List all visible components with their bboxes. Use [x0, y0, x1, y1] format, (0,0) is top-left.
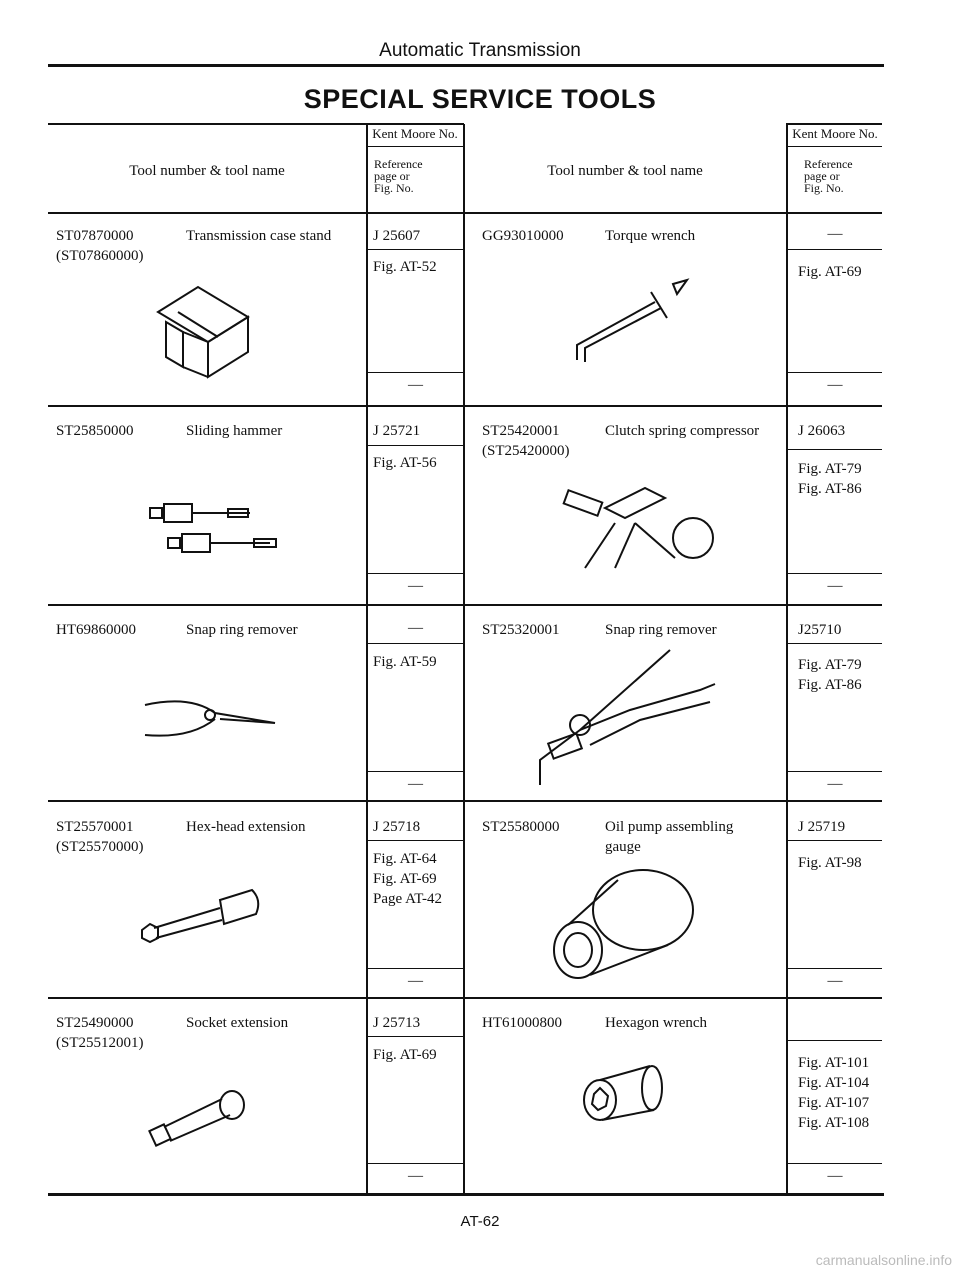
tool-number: ST25320001 [482, 622, 560, 638]
snap-ring-remover-icon [520, 650, 720, 790]
kent-moore-header-right: Kent Moore No. [792, 126, 878, 141]
kent-moore-number: J25710 [798, 622, 842, 638]
km-rule [788, 1040, 882, 1041]
tool-number: HT61000800 [482, 1015, 562, 1031]
tool-name: Hexagon wrench [605, 1015, 708, 1031]
bottom-dash: — [408, 776, 423, 792]
bottom-dash: — [827, 776, 843, 792]
km-head-rule-left [368, 146, 463, 147]
kent-moore-number: J 25718 [373, 819, 421, 835]
tool-number: ST25570001 [56, 819, 134, 835]
kent-moore-number: — [827, 226, 843, 242]
bottom-dash: — [827, 578, 843, 594]
km-rule [788, 840, 882, 841]
tool-alt-number: (ST25420000) [482, 443, 570, 459]
reference: Fig. AT-64 [373, 851, 437, 867]
case-stand-icon [138, 282, 258, 382]
reference: Fig. AT-52 [373, 259, 437, 275]
watermark: carmanualsonline.info [815, 1252, 952, 1268]
oil-pump-gauge-icon [548, 865, 698, 985]
tool-number: ST07870000 [56, 228, 134, 244]
page-number: AT-62 [460, 1213, 500, 1230]
header-bottom-rule [48, 212, 882, 214]
hexagon-wrench-icon [580, 1060, 670, 1130]
left-km-divider [366, 124, 368, 1194]
tool-alt-number: (ST25570000) [56, 839, 144, 855]
km-rule [368, 249, 463, 250]
tool-name: Clutch spring compressor [605, 423, 760, 439]
tool-number: HT69860000 [56, 622, 136, 638]
km-rule [368, 643, 463, 644]
reference: Fig. AT-98 [798, 855, 862, 871]
table-top-rule-left [48, 123, 464, 125]
tool-header-right: Tool number & tool name [547, 163, 703, 179]
page-title: SPECIAL SERVICE TOOLS [303, 84, 657, 114]
km-rule [788, 968, 882, 969]
km-rule [788, 449, 882, 450]
header-rule [48, 64, 884, 67]
reference: Fig. AT-107 [798, 1095, 870, 1111]
reference: Fig. AT-69 [373, 1047, 437, 1063]
tool-number: ST25420001 [482, 423, 560, 439]
torque-wrench-icon [565, 280, 685, 370]
kent-moore-number: J 25719 [798, 819, 846, 835]
reference-header-right: Reference page or Fig. No. [804, 157, 853, 195]
sliding-hammer-icon [150, 500, 290, 560]
reference-header-left: Reference page or Fig. No. [374, 157, 423, 195]
tool-name: Snap ring remover [605, 622, 717, 638]
bottom-dash: — [827, 1168, 843, 1184]
bottom-dash: — [408, 578, 423, 594]
km-rule [788, 771, 882, 772]
snap-ring-pliers-icon [140, 695, 280, 745]
kent-moore-number: J 25721 [373, 423, 421, 439]
bottom-dash: — [408, 973, 423, 989]
km-head-rule-right [788, 146, 882, 147]
km-rule [788, 1163, 882, 1164]
reference: Fig. AT-56 [373, 455, 437, 471]
reference: Fig. AT-108 [798, 1115, 870, 1131]
right-km-divider [786, 124, 788, 1194]
tool-number: ST25850000 [56, 423, 134, 439]
table-top-rule-right [786, 123, 882, 125]
reference: Fig. AT-59 [373, 654, 437, 670]
kent-moore-number: J 26063 [798, 423, 846, 439]
reference: Fig. AT-69 [798, 264, 862, 280]
bottom-dash: — [827, 377, 843, 393]
tool-name: Sliding hammer [186, 423, 283, 439]
tool-number: ST25490000 [56, 1015, 134, 1031]
km-rule [788, 573, 882, 574]
bottom-dash: — [408, 377, 423, 393]
tool-alt-number: (ST07860000) [56, 248, 144, 264]
tool-name: Hex-head extension [186, 819, 306, 835]
tool-number: ST25580000 [482, 819, 560, 835]
reference: Fig. AT-86 [798, 481, 862, 497]
km-rule [788, 249, 882, 250]
bottom-dash: — [827, 973, 843, 989]
tool-name: Transmission case stand [186, 228, 332, 244]
reference: Fig. AT-101 [798, 1055, 870, 1071]
tool-name: Socket extension [186, 1015, 289, 1031]
tool-name: Oil pump assembling [605, 819, 734, 835]
km-rule [368, 968, 463, 969]
km-rule [368, 1163, 463, 1164]
km-rule [368, 372, 463, 373]
tool-name: Torque wrench [605, 228, 696, 244]
table-bottom-rule [48, 1193, 884, 1196]
km-rule [368, 771, 463, 772]
km-rule [368, 573, 463, 574]
tool-number: GG93010000 [482, 228, 564, 244]
socket-extension-icon [150, 1085, 270, 1155]
row-rule [48, 405, 882, 407]
kent-moore-number: J 25713 [373, 1015, 421, 1031]
km-rule [368, 840, 463, 841]
kent-moore-number: — [408, 620, 423, 636]
reference: Fig. AT-79 [798, 657, 862, 673]
tool-name: Snap ring remover [186, 622, 298, 638]
kent-moore-header-left: Kent Moore No. [372, 126, 458, 141]
center-divider [463, 124, 465, 1194]
reference: Fig. AT-104 [798, 1075, 870, 1091]
spring-compressor-icon [555, 478, 725, 578]
km-rule [368, 445, 463, 446]
km-rule [788, 643, 882, 644]
km-rule [368, 1036, 463, 1037]
km-rule [788, 372, 882, 373]
tool-header-left: Tool number & tool name [129, 163, 285, 179]
running-header: Automatic Transmission [379, 40, 581, 61]
tool-alt-number: (ST25512001) [56, 1035, 144, 1051]
reference: Fig. AT-69 [373, 871, 437, 887]
reference: Fig. AT-79 [798, 461, 862, 477]
row-rule [48, 800, 882, 802]
bottom-dash: — [408, 1168, 423, 1184]
reference: Page AT-42 [373, 891, 443, 907]
tool-name-2: gauge [605, 839, 641, 855]
kent-moore-number: J 25607 [373, 228, 421, 244]
hex-head-extension-icon [140, 880, 280, 950]
reference: Fig. AT-86 [798, 677, 862, 693]
row-rule [48, 604, 882, 606]
row-rule [48, 997, 882, 999]
